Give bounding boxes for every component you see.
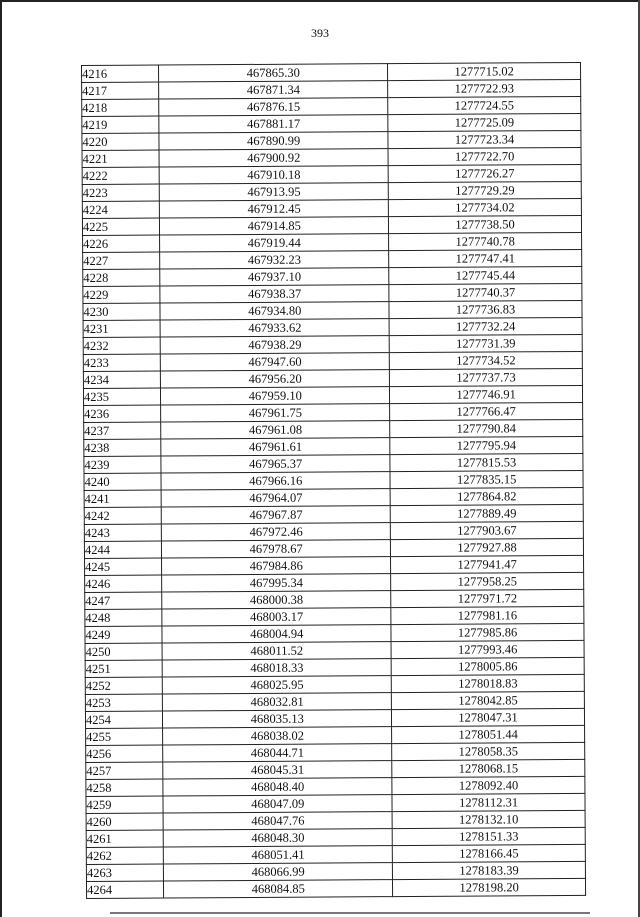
point-id-cell: 4235 (83, 388, 160, 405)
scan-bottom-line (110, 912, 590, 914)
y-coordinate-cell: 1277790.84 (390, 419, 583, 437)
y-coordinate-cell: 1277985.86 (391, 623, 584, 641)
x-coordinate-cell: 468004.94 (162, 625, 391, 643)
point-id-cell: 4247 (85, 592, 162, 609)
y-coordinate-cell: 1277981.16 (391, 606, 584, 624)
x-coordinate-cell: 468011.52 (162, 642, 391, 660)
coordinates-table-body (82, 62, 586, 898)
y-coordinate-cell: 1277715.02 (388, 62, 581, 80)
x-coordinate-cell: 467890.99 (159, 132, 388, 150)
x-coordinate-cell: 468000.38 (162, 591, 391, 609)
x-coordinate-cell: 467932.23 (160, 251, 389, 269)
point-id-cell: 4246 (85, 575, 162, 592)
x-coordinate-cell: 467972.46 (162, 523, 391, 541)
y-coordinate-cell: 1277737.73 (390, 368, 583, 386)
x-coordinate-cell: 467865.30 (159, 64, 388, 82)
point-id-cell: 4229 (83, 286, 160, 303)
y-coordinate-cell: 1278112.31 (392, 793, 585, 811)
x-coordinate-cell: 468066.99 (164, 863, 393, 881)
x-coordinate-cell: 468048.30 (163, 829, 392, 847)
point-id-cell: 4253 (85, 694, 162, 711)
x-coordinate-cell: 468047.09 (163, 795, 392, 813)
y-coordinate-cell: 1277864.82 (390, 487, 583, 505)
y-coordinate-cell: 1277746.91 (390, 385, 583, 403)
x-coordinate-cell: 467912.45 (160, 200, 389, 218)
y-coordinate-cell: 1277734.52 (389, 351, 582, 369)
point-id-cell: 4219 (82, 116, 159, 133)
y-coordinate-cell: 1278092.40 (392, 776, 585, 794)
point-id-cell: 4221 (82, 150, 159, 167)
point-id-cell: 4239 (84, 456, 161, 473)
point-id-cell: 4261 (86, 830, 163, 847)
x-coordinate-cell: 467956.20 (161, 370, 390, 388)
point-id-cell: 4218 (82, 99, 159, 116)
y-coordinate-cell: 1277815.53 (390, 453, 583, 471)
x-coordinate-cell: 467966.16 (161, 472, 390, 490)
x-coordinate-cell: 467967.87 (161, 506, 390, 524)
point-id-cell: 4245 (85, 558, 162, 575)
y-coordinate-cell: 1278183.39 (393, 861, 586, 879)
y-coordinate-cell: 1277732.24 (389, 317, 582, 335)
x-coordinate-cell: 467964.07 (161, 489, 390, 507)
y-coordinate-cell: 1278132.10 (392, 810, 585, 828)
y-coordinate-cell: 1277889.49 (390, 504, 583, 522)
x-coordinate-cell: 467934.80 (160, 302, 389, 320)
point-id-cell: 4231 (83, 320, 160, 337)
coordinates-table (81, 62, 586, 899)
x-coordinate-cell: 468003.17 (162, 608, 391, 626)
x-coordinate-cell: 467913.95 (160, 183, 389, 201)
point-id-cell: 4230 (83, 303, 160, 320)
x-coordinate-cell: 467881.17 (159, 115, 388, 133)
y-coordinate-cell: 1277740.78 (389, 232, 582, 250)
y-coordinate-cell: 1277734.02 (389, 198, 582, 216)
point-id-cell: 4248 (85, 609, 162, 626)
point-id-cell: 4237 (84, 422, 161, 439)
y-coordinate-cell: 1277722.70 (388, 147, 581, 165)
x-coordinate-cell: 468044.71 (163, 744, 392, 762)
x-coordinate-cell: 468084.85 (164, 880, 393, 898)
x-coordinate-cell: 468045.31 (163, 761, 392, 779)
y-coordinate-cell: 1277745.44 (389, 266, 582, 284)
point-id-cell: 4258 (86, 779, 163, 796)
point-id-cell: 4244 (84, 541, 161, 558)
y-coordinate-cell: 1277993.46 (391, 640, 584, 658)
point-id-cell: 4260 (86, 813, 163, 830)
x-coordinate-cell: 468048.40 (163, 778, 392, 796)
point-id-cell: 4223 (82, 184, 159, 201)
scan-top-border (0, 0, 640, 2)
x-coordinate-cell: 467933.62 (160, 319, 389, 337)
point-id-cell: 4234 (83, 371, 160, 388)
x-coordinate-cell: 468035.13 (163, 710, 392, 728)
point-id-cell: 4240 (84, 473, 161, 490)
x-coordinate-cell: 468047.76 (163, 812, 392, 830)
point-id-cell: 4232 (83, 337, 160, 354)
y-coordinate-cell: 1277958.25 (391, 572, 584, 590)
table-row (86, 878, 585, 898)
y-coordinate-cell: 1277723.34 (388, 130, 581, 148)
x-coordinate-cell: 467947.60 (161, 353, 390, 371)
x-coordinate-cell: 467961.61 (161, 438, 390, 456)
point-id-cell: 4249 (85, 626, 162, 643)
x-coordinate-cell: 467871.34 (159, 81, 388, 99)
x-coordinate-cell: 467938.29 (160, 336, 389, 354)
point-id-cell: 4243 (84, 524, 161, 541)
scan-left-border (0, 0, 2, 917)
x-coordinate-cell: 467965.37 (161, 455, 390, 473)
point-id-cell: 4227 (83, 252, 160, 269)
x-coordinate-cell: 467961.75 (161, 404, 390, 422)
y-coordinate-cell: 1277740.37 (389, 283, 582, 301)
point-id-cell: 4259 (86, 796, 163, 813)
point-id-cell: 4242 (84, 507, 161, 524)
page-number: 393 (311, 26, 329, 40)
x-coordinate-cell: 468018.33 (162, 659, 391, 677)
y-coordinate-cell: 1278166.45 (392, 844, 585, 862)
x-coordinate-cell: 467938.37 (160, 285, 389, 303)
point-id-cell: 4233 (83, 354, 160, 371)
y-coordinate-cell: 1277903.67 (391, 521, 584, 539)
y-coordinate-cell: 1278058.35 (392, 742, 585, 760)
point-id-cell: 4264 (86, 881, 163, 898)
y-coordinate-cell: 1277726.27 (388, 164, 581, 182)
point-id-cell: 4262 (86, 847, 163, 864)
point-id-cell: 4254 (85, 711, 162, 728)
x-coordinate-cell: 467919.44 (160, 234, 389, 252)
point-id-cell: 4241 (84, 490, 161, 507)
x-coordinate-cell: 468051.41 (164, 846, 393, 864)
point-id-cell: 4222 (82, 167, 159, 184)
x-coordinate-cell: 467910.18 (159, 166, 388, 184)
y-coordinate-cell: 1278051.44 (392, 725, 585, 743)
y-coordinate-cell: 1277766.47 (390, 402, 583, 420)
x-coordinate-cell: 467995.34 (162, 574, 391, 592)
y-coordinate-cell: 1278198.20 (393, 878, 586, 896)
point-id-cell: 4226 (83, 235, 160, 252)
point-id-cell: 4225 (82, 218, 159, 235)
y-coordinate-cell: 1277736.83 (389, 300, 582, 318)
x-coordinate-cell: 467937.10 (160, 268, 389, 286)
y-coordinate-cell: 1277729.29 (388, 181, 581, 199)
y-coordinate-cell: 1277722.93 (388, 79, 581, 97)
point-id-cell: 4250 (85, 643, 162, 660)
x-coordinate-cell: 467978.67 (162, 540, 391, 558)
x-coordinate-cell: 467914.85 (160, 217, 389, 235)
x-coordinate-cell: 467900.92 (159, 149, 388, 167)
y-coordinate-cell: 1278151.33 (392, 827, 585, 845)
y-coordinate-cell: 1277927.88 (391, 538, 584, 556)
y-coordinate-cell: 1277971.72 (391, 589, 584, 607)
x-coordinate-cell: 467959.10 (161, 387, 390, 405)
y-coordinate-cell: 1278047.31 (392, 708, 585, 726)
point-id-cell: 4236 (84, 405, 161, 422)
y-coordinate-cell: 1277795.94 (390, 436, 583, 454)
point-id-cell: 4220 (82, 133, 159, 150)
x-coordinate-cell: 468032.81 (163, 693, 392, 711)
x-coordinate-cell: 467984.86 (162, 557, 391, 575)
y-coordinate-cell: 1277725.09 (388, 113, 581, 131)
y-coordinate-cell: 1278068.15 (392, 759, 585, 777)
point-id-cell: 4256 (86, 745, 163, 762)
x-coordinate-cell: 468038.02 (163, 727, 392, 745)
y-coordinate-cell: 1278005.86 (391, 657, 584, 675)
y-coordinate-cell: 1278018.83 (391, 674, 584, 692)
point-id-cell: 4224 (82, 201, 159, 218)
y-coordinate-cell: 1277835.15 (390, 470, 583, 488)
y-coordinate-cell: 1278042.85 (392, 691, 585, 709)
point-id-cell: 4217 (82, 82, 159, 99)
y-coordinate-cell: 1277731.39 (389, 334, 582, 352)
y-coordinate-cell: 1277747.41 (389, 249, 582, 267)
y-coordinate-cell: 1277724.55 (388, 96, 581, 114)
point-id-cell: 4238 (84, 439, 161, 456)
x-coordinate-cell: 468025.95 (163, 676, 392, 694)
y-coordinate-cell: 1277738.50 (389, 215, 582, 233)
point-id-cell: 4251 (85, 660, 162, 677)
x-coordinate-cell: 467961.08 (161, 421, 390, 439)
point-id-cell: 4216 (82, 65, 159, 82)
point-id-cell: 4255 (86, 728, 163, 745)
point-id-cell: 4257 (86, 762, 163, 779)
x-coordinate-cell: 467876.15 (159, 98, 388, 116)
y-coordinate-cell: 1277941.47 (391, 555, 584, 573)
point-id-cell: 4252 (85, 677, 162, 694)
point-id-cell: 4263 (86, 864, 163, 881)
point-id-cell: 4228 (83, 269, 160, 286)
